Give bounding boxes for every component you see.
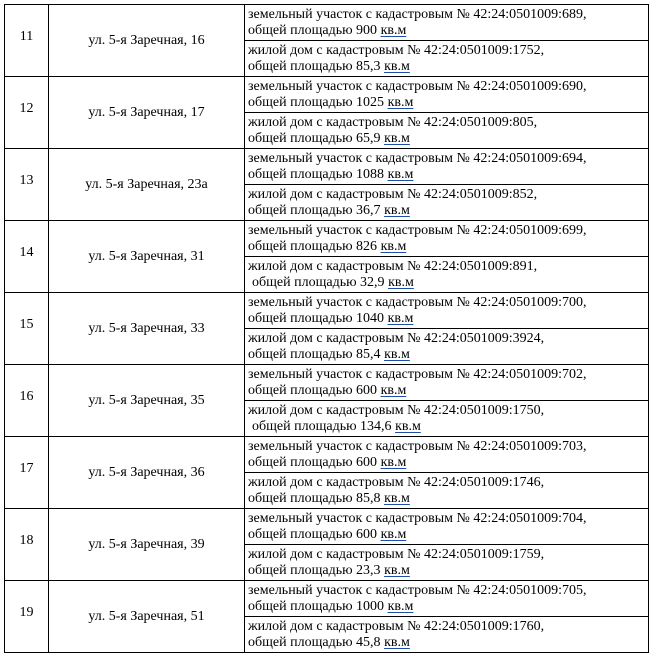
land-area: общей площадью 900 (248, 22, 378, 38)
land-area-line (248, 239, 646, 255)
land-area: общей площадью 1000 (248, 598, 385, 614)
land-plot-cell (245, 509, 649, 545)
land-area-unit: кв.м (387, 166, 414, 182)
house-cadastral-line: жилой дом с кадастровым № 42:24:0501009:1746, (248, 474, 545, 490)
house-area: общей площадью 85,8 (248, 490, 381, 506)
address-cell (49, 221, 245, 293)
house-cell (245, 257, 649, 293)
land-area: общей площадью 600 (248, 526, 378, 542)
table-row (5, 581, 649, 617)
row-number: 11 (19, 28, 34, 44)
land-area: общей площадью 1040 (248, 310, 385, 326)
land-area-unit: кв.м (380, 526, 407, 542)
table-row (5, 293, 649, 329)
land-area-line (248, 311, 646, 327)
land-plot-cell (245, 149, 649, 185)
row-number: 17 (19, 460, 34, 476)
address-cell (49, 293, 245, 365)
address-cell (49, 5, 245, 77)
land-area: общей площадью 826 (248, 238, 378, 254)
house-cadastral-line: жилой дом с кадастровым № 42:24:0501009:3924, (248, 330, 545, 346)
address: ул. 5-я Заречная, 36 (88, 464, 205, 480)
row-number-cell (5, 149, 49, 221)
house-cell (245, 329, 649, 365)
land-area-unit: кв.м (387, 310, 414, 326)
row-number-cell (5, 221, 49, 293)
land-area: общей площадью 1025 (248, 94, 385, 110)
house-cell (245, 185, 649, 221)
house-area: общей площадью 36,7 (248, 202, 381, 218)
row-number: 13 (19, 172, 34, 188)
table-row (5, 509, 649, 545)
land-plot-cell (245, 365, 649, 401)
house-cell (245, 401, 649, 437)
land-cadastral-line: земельный участок с кадастровым № 42:24:0501009:690, (248, 78, 587, 94)
land-area-unit: кв.м (387, 94, 414, 110)
house-area: общей площадью 65,9 (248, 130, 381, 146)
row-number-cell (5, 581, 49, 653)
land-area: общей площадью 600 (248, 382, 378, 398)
row-number: 14 (19, 244, 34, 260)
land-area-unit: кв.м (380, 382, 407, 398)
land-area: общей площадью 600 (248, 454, 378, 470)
address-cell (49, 437, 245, 509)
land-area-unit: кв.м (380, 238, 407, 254)
house-area-line (248, 635, 646, 651)
address-cell (49, 77, 245, 149)
land-cadastral-line: земельный участок с кадастровым № 42:24:0501009:705, (248, 582, 587, 598)
address: ул. 5-я Заречная, 39 (88, 536, 205, 552)
land-cadastral-line: земельный участок с кадастровым № 42:24:0501009:704, (248, 510, 587, 526)
house-cell (245, 617, 649, 653)
row-number: 15 (19, 316, 34, 332)
address: ул. 5-я Заречная, 31 (88, 248, 205, 264)
land-area-line (248, 455, 646, 471)
house-area-unit: кв.м (384, 346, 410, 362)
house-area-line (248, 347, 646, 363)
house-area-unit: кв.м (395, 418, 421, 434)
address: ул. 5-я Заречная, 17 (88, 104, 205, 120)
address: ул. 5-я Заречная, 51 (88, 608, 205, 624)
land-plot-cell (245, 293, 649, 329)
land-cadastral-line: земельный участок с кадастровым № 42:24:0501009:703, (248, 438, 587, 454)
property-table-body (5, 5, 649, 653)
land-area-unit: кв.м (380, 22, 407, 38)
table-row (5, 5, 649, 41)
land-area-line (248, 527, 646, 543)
address: ул. 5-я Заречная, 35 (88, 392, 205, 408)
table-row (5, 149, 649, 185)
house-cadastral-line: жилой дом с кадастровым № 42:24:0501009:1752, (248, 42, 545, 58)
house-area: общей площадью 85,3 (248, 58, 381, 74)
land-cadastral-line: земельный участок с кадастровым № 42:24:0501009:689, (248, 6, 587, 22)
land-cadastral-line: земельный участок с кадастровым № 42:24:0501009:699, (248, 222, 587, 238)
address: ул. 5-я Заречная, 33 (88, 320, 205, 336)
table-row (5, 437, 649, 473)
row-number-cell (5, 5, 49, 77)
house-area: общей площадью 23,3 (248, 562, 381, 578)
house-cadastral-line: жилой дом с кадастровым № 42:24:0501009:1760, (248, 618, 545, 634)
address-cell (49, 581, 245, 653)
house-area-line (248, 203, 646, 219)
house-area: общей площадью 85,4 (248, 346, 381, 362)
house-area-line (248, 131, 646, 147)
house-cadastral-line: жилой дом с кадастровым № 42:24:0501009:852, (248, 186, 538, 202)
house-area: общей площадью 45,8 (248, 634, 381, 650)
land-area-line (248, 599, 646, 615)
house-cell (245, 473, 649, 509)
land-area-unit: кв.м (387, 598, 414, 614)
address-cell (49, 149, 245, 221)
house-area-unit: кв.м (384, 202, 410, 218)
table-row (5, 365, 649, 401)
row-number-cell (5, 77, 49, 149)
land-area-line (248, 167, 646, 183)
land-area-line (248, 383, 646, 399)
house-area-unit: кв.м (384, 634, 410, 650)
land-cadastral-line: земельный участок с кадастровым № 42:24:0501009:700, (248, 294, 587, 310)
house-cell (245, 41, 649, 77)
house-area: общей площадью 32,9 (252, 274, 385, 290)
house-area-line (248, 59, 646, 75)
house-cadastral-line: жилой дом с кадастровым № 42:24:0501009:1750, (248, 402, 545, 418)
house-cadastral-line: жилой дом с кадастровым № 42:24:0501009:1759, (248, 546, 545, 562)
row-number-cell (5, 437, 49, 509)
house-area-line (248, 419, 646, 435)
land-area-line (248, 23, 646, 39)
house-area-unit: кв.м (384, 562, 410, 578)
house-area-unit: кв.м (384, 130, 410, 146)
land-area-unit: кв.м (380, 454, 407, 470)
row-number-cell (5, 509, 49, 581)
land-plot-cell (245, 437, 649, 473)
house-area-unit: кв.м (384, 490, 410, 506)
land-area-line (248, 95, 646, 111)
table-row (5, 77, 649, 113)
address: ул. 5-я Заречная, 16 (88, 32, 205, 48)
property-table (4, 4, 649, 653)
row-number-cell (5, 365, 49, 437)
table-row (5, 221, 649, 257)
land-area: общей площадью 1088 (248, 166, 385, 182)
address-cell (49, 365, 245, 437)
house-cell (245, 545, 649, 581)
address-cell (49, 509, 245, 581)
land-plot-cell (245, 581, 649, 617)
house-cell (245, 113, 649, 149)
house-area-line (248, 275, 646, 291)
row-number: 18 (19, 532, 34, 548)
row-number: 19 (19, 604, 34, 620)
land-plot-cell (245, 77, 649, 113)
row-number: 16 (19, 388, 34, 404)
house-area-unit: кв.м (384, 58, 410, 74)
house-area-unit: кв.м (388, 274, 414, 290)
house-cadastral-line: жилой дом с кадастровым № 42:24:0501009:805, (248, 114, 538, 130)
row-number: 12 (19, 100, 34, 116)
address: ул. 5-я Заречная, 23а (85, 176, 208, 192)
house-cadastral-line: жилой дом с кадастровым № 42:24:0501009:891, (248, 258, 538, 274)
row-number-cell (5, 293, 49, 365)
house-area: общей площадью 134,6 (252, 418, 392, 434)
house-area-line (248, 563, 646, 579)
land-plot-cell (245, 221, 649, 257)
land-cadastral-line: земельный участок с кадастровым № 42:24:0501009:694, (248, 150, 587, 166)
house-area-line (248, 491, 646, 507)
land-cadastral-line: земельный участок с кадастровым № 42:24:0501009:702, (248, 366, 587, 382)
land-plot-cell (245, 5, 649, 41)
